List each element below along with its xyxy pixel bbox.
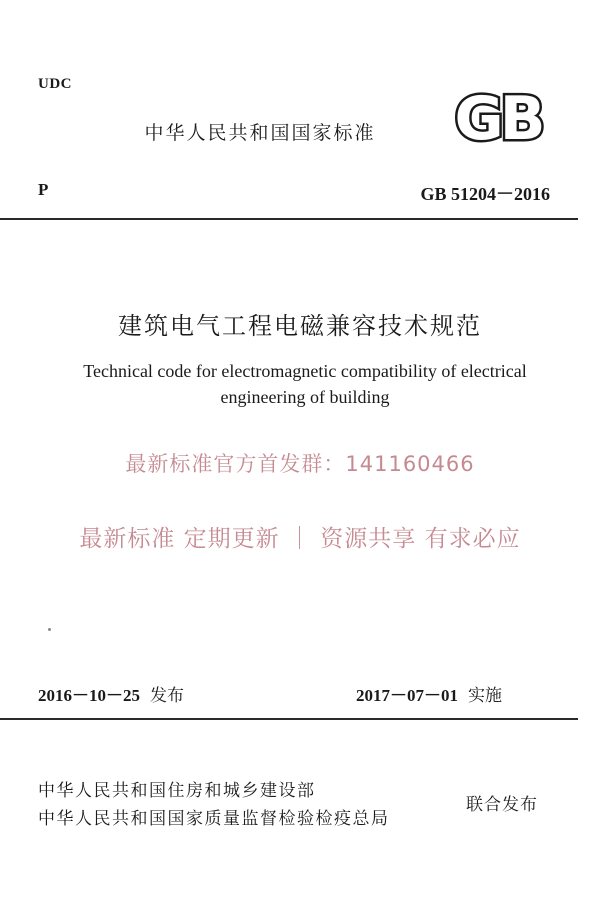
issue-date: [38, 681, 184, 706]
watermark-line2: 最新标准 定期更新 ｜ 资源共享 有求必应: [79, 526, 521, 552]
issue-date-value: 2016－10－25: [38, 686, 140, 705]
implementation-date-value: 2017－07－01: [356, 686, 458, 705]
gb-logo: [443, 88, 553, 146]
publisher-ministry: 中华人民共和国住房和城乡建设部: [38, 781, 316, 801]
speck-mark: [48, 628, 51, 631]
national-standard-heading: 中华人民共和国国家标准: [144, 122, 376, 144]
publisher-aqsiq: 中华人民共和国国家质量监督检验检疫总局: [38, 809, 390, 829]
issue-date-label: 发布: [150, 686, 184, 706]
standard-number: GB 51204－2016: [420, 184, 550, 204]
implementation-date: [356, 681, 502, 706]
title-english: [20, 358, 590, 410]
title-english-line1: Technical code for electromagnetic compatibility of electrical: [83, 361, 527, 381]
joint-issue-label: 联合发布: [466, 795, 538, 815]
udc-label: UDC: [38, 76, 72, 92]
bottom-divider: [0, 718, 578, 720]
gb-logo-text: GB: [454, 88, 542, 146]
top-divider: [0, 218, 578, 220]
classification-code: P: [38, 180, 49, 199]
implementation-date-label: 实施: [468, 686, 502, 706]
watermark-line1: 最新标准官方首发群：141160466: [125, 452, 475, 476]
title-chinese: 建筑电气工程电磁兼容技术规范: [118, 312, 482, 340]
title-english-line2: engineering of building: [220, 387, 390, 407]
